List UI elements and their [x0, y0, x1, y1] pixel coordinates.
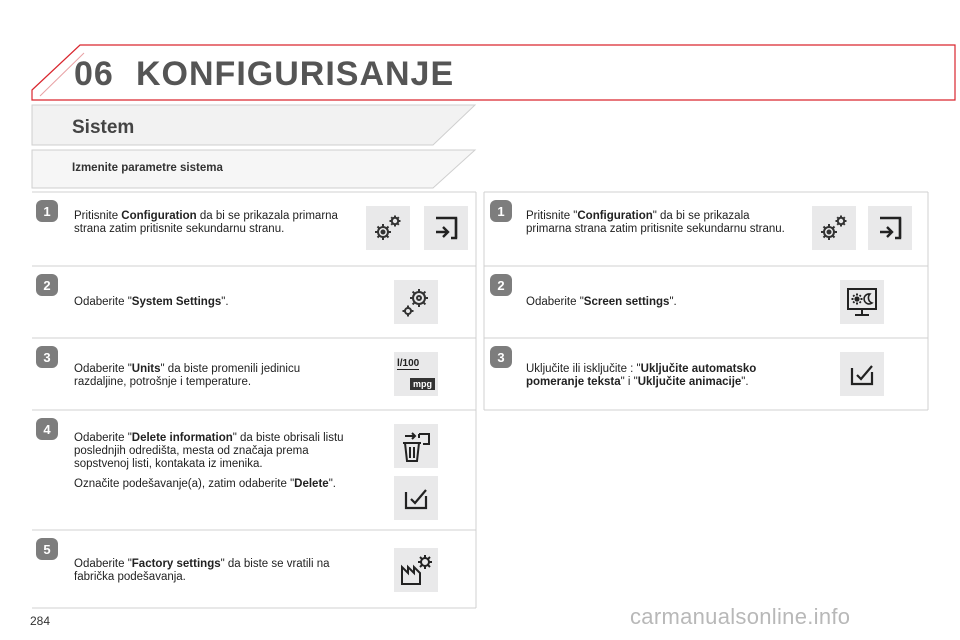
settings-gears-icon[interactable]	[366, 206, 410, 250]
units-icon-top-label: l/100	[397, 358, 420, 369]
step-number-badge: 2	[36, 274, 58, 296]
checkbox-icon[interactable]	[840, 352, 884, 396]
step-text: Pritisnite Configuration da bi se prikazala primarna strana zatim pritisnite sekundarnu stranu.	[74, 210, 338, 235]
page-number: 284	[30, 614, 51, 628]
step-number-badge: 1	[36, 200, 58, 222]
next-page-icon[interactable]	[868, 206, 912, 250]
delete-info-icon[interactable]	[394, 424, 438, 468]
chapter-number: 06	[74, 55, 114, 93]
step-text: Odaberite "Units" da biste promenili jedinicu razdaljine, potrošnje i temperature.	[74, 363, 301, 388]
step-text: Odaberite "Factory settings" da biste se vratili na fabrička podešavanja.	[74, 558, 330, 583]
step-number-badge: 4	[36, 418, 58, 440]
step-number-badge: 3	[36, 346, 58, 368]
step-paragraph: Odaberite "Delete information" da biste obrisali listu poslednjih odredišta, mesta od značaja prema sopstvenoj listi, kontakata iz imenika.	[74, 432, 344, 470]
next-page-icon[interactable]	[424, 206, 468, 250]
section-title: Sistem	[72, 117, 135, 138]
step-text: Uključite ili isključite : "Uključite automatsko pomeranje teksta" i "Uključite animacije".	[526, 363, 757, 388]
watermark: carmanualsonline.info	[630, 604, 851, 629]
step-number-badge: 1	[490, 200, 512, 222]
section-subtitle: Izmenite parametre sistema	[72, 162, 223, 174]
step-text: Odaberite "Screen settings".	[526, 296, 677, 308]
units-icon-bottom-label: mpg	[410, 378, 435, 390]
units-icon[interactable]	[394, 352, 438, 396]
step-number-badge: 3	[490, 346, 512, 368]
units-icon-graphic	[396, 357, 436, 391]
settings-gears-icon[interactable]	[812, 206, 856, 250]
step-number-badge: 5	[36, 538, 58, 560]
system-settings-icon[interactable]	[394, 280, 438, 324]
screen-settings-icon[interactable]	[840, 280, 884, 324]
checkbox-icon[interactable]	[394, 476, 438, 520]
step-text: Pritisnite "Configuration" da bi se prikazala primarna strana zatim pritisnite sekundarnu stranu.	[526, 210, 785, 235]
step-text	[74, 432, 349, 491]
chapter-title: KONFIGURISANJE	[136, 55, 455, 93]
step-number-badge: 2	[490, 274, 512, 296]
factory-settings-icon[interactable]	[394, 548, 438, 592]
step-text: Odaberite "System Settings".	[74, 296, 229, 308]
step-paragraph-2: Označite podešavanje(a), zatim odaberite "Delete".	[74, 478, 336, 490]
